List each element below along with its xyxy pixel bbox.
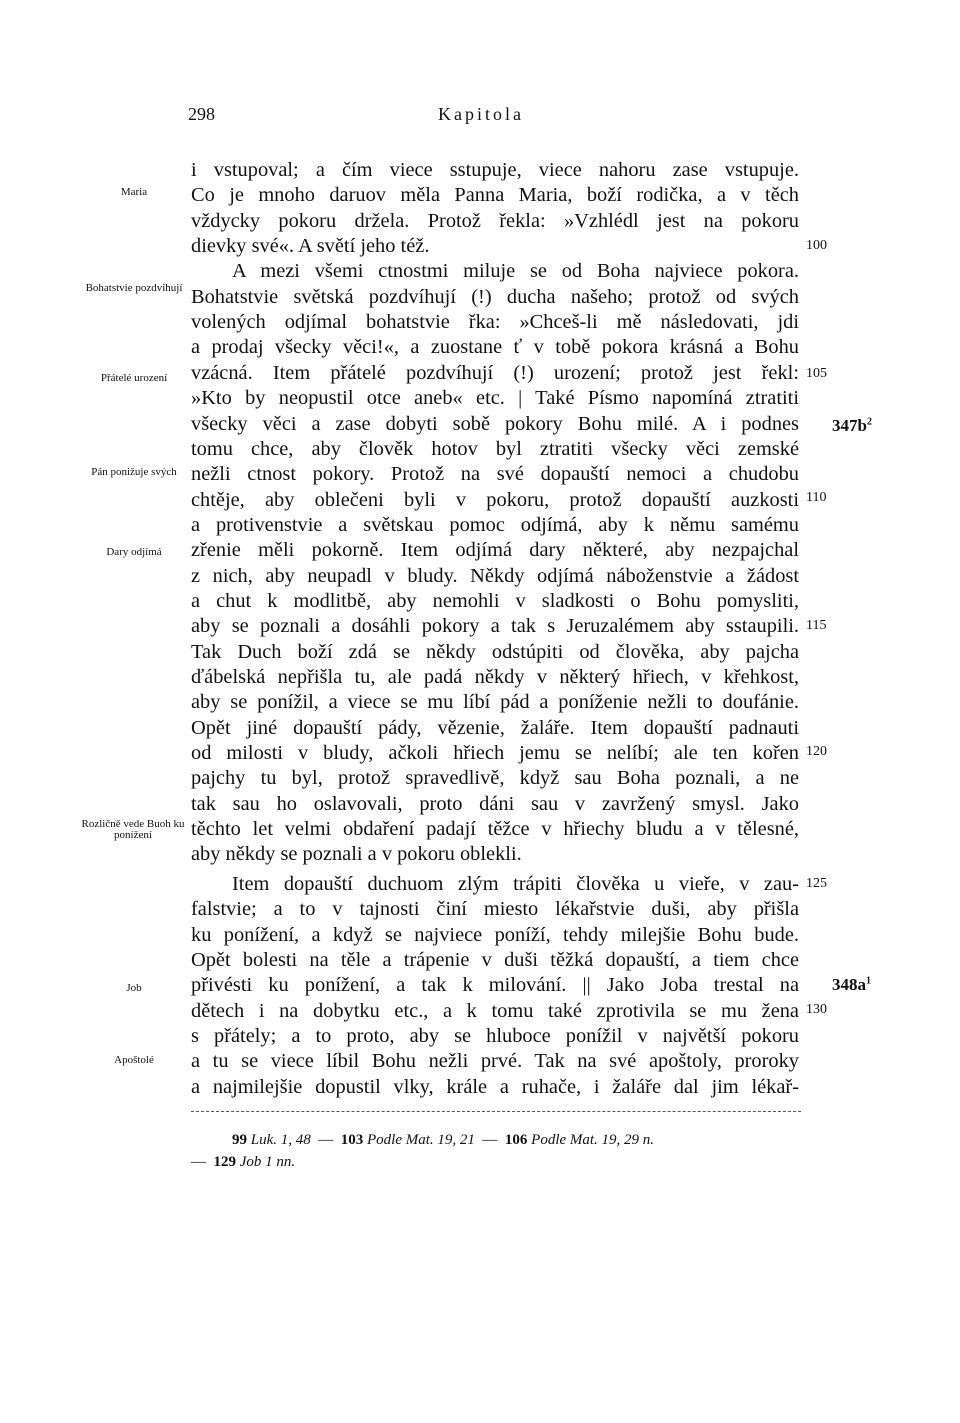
margin-note-dary: Dary odjímá [106,546,162,558]
text-line: vzácná. Item přátelé pozdvíhují (!) urození; protož jest řekl: [191,361,799,384]
line-number: 125 [806,876,827,891]
margin-note-pan: Pán ponižuje svých [91,466,177,478]
text-line: od milosti v bludy, ačkoli hřiech jemu se nelíbí; ale ten kořen [191,742,799,765]
text-line: A mezi všemi ctnostmi miluje se od Boha najviece pokora. [232,260,799,283]
text-line: pajchy tu byl, protož spravedlivě, když sau Boha poznali, a ne [191,767,799,790]
text-line: aby se poznali a dosáhli pokory a tak s Jeruzalémem aby sstaupili. [191,615,799,638]
line-number: 110 [806,490,827,505]
text-line: chtěje, aby oblečeni byli v pokoru, protož dopauští auzkosti [191,488,799,511]
line-number: 100 [806,238,827,253]
text-line: tak sau ho oslavovali, proto dáni sau v zavržený smysl. Jako [191,792,799,815]
text-line: dievky své«. A světí jeho též. [191,235,430,258]
text-line: a najmilejšie dopustil vlky, krále a ruhače, i žaláře dal jim lékař- [191,1075,799,1098]
text-line: a tu se viece líbil Bohu nežli prvé. Tak na své apoštoly, proroky [191,1050,799,1073]
text-line: z nich, aby neupadl v bludy. Někdy odjímá náboženstvie a žádost [191,564,799,587]
text-line: Tak Duch boží zdá se někdy odstúpiti od člověka, aby pajcha [191,640,799,663]
text-line: ku ponížení, a když se najviece poníží, tehdy milejšie Bohu bude. [191,923,799,946]
footnote-line: — 129 Job 1 nn. [191,1154,296,1170]
margin-note-job: Job [126,982,142,994]
margin-note-bohatstvie: Bohatstvie pozdvihují [85,282,183,294]
footnote-rule [191,1111,801,1112]
text-line: a protivenstvie a světskau pomoc odjímá, aby k němu samému [191,513,799,536]
text-line: Co je mnoho daruov měla Panna Maria, boží rodička, a v těch [191,184,799,207]
text-line: dětech i na dobytku etc., a k tomu také zprotivila se mu žena [191,999,799,1022]
text-line: aby někdy se poznali a v pokoru oblekli. [191,843,522,866]
text-line: Opět bolesti na těle a trápenie v duši těžká dopauští, a tiem chce [191,948,799,971]
text-line: a chut k modlitbě, aby nemohli v sladkosti o Bohu pomysliti, [191,589,799,612]
margin-note-rozlicne: Rozličně vede Buoh ku ponížení [81,818,185,841]
margin-note-maria: Maria [120,186,148,198]
folio-mark: $347b^2$ [832,416,872,435]
text-line: Item dopauští duchuom zlým trápiti člověka u vieře, v zau- [232,872,799,895]
text-line: volených odjímal bohatstvie řka: »Chceš-li mě následovati, jdi [191,311,799,334]
text-line: vždycky pokoru držela. Protož řekla: »Vzhlédl jest na pokoru [191,209,799,232]
margin-note-apostole: Apoštolé [114,1054,154,1066]
text-line: Bohatstvie světská pozdvíhují (!) ducha našeho; protož od svých [191,285,799,308]
text-line: ďábelská nepřišla tu, ale padá někdy v některý hřiech, v křehkost, [191,666,799,688]
margin-note-pratele: Přátelé urození [100,372,168,384]
running-title: Kapitola [438,104,524,124]
text-line: všecky věci a zase dobyti sobě pokory Bohu milé. A i podnes [191,412,799,435]
folio-mark: $348a^1$ [832,975,871,994]
page-number: 298 [188,104,215,124]
text-line: přivésti ku ponížení, a tak k milování. || Jako Joba trestal na [191,974,799,997]
footnote-line: 99 Luk. 1, 48 — 103 Podle Mat. 19, 21 — 106 Podle Mat. 19, 29 n. [232,1132,655,1148]
line-number: 105 [806,366,827,381]
line-number: 120 [806,744,827,759]
text-line: »Kto by neopustil otce aneb« etc. | Také Písmo napomíná ztratiti [191,387,799,410]
text-line: a prodaj všecky věci!«, a zuostane ť v tobě pokora krásná a Bohu [191,336,799,359]
line-number: 115 [806,618,827,633]
text-line: Opět jiné dopauští pády, vězenie, žaláře. Item dopauští padnauti [191,716,799,739]
text-line: zřenie měli pokorně. Item odjímá dary některé, aby nezpajchal [191,539,799,562]
text-line: aby se ponížil, a viece se mu líbí pád a poníženie nežli to doufánie. [191,691,799,714]
text-line: nežli ctnost pokory. Protož na své dopauští nemoci a chudobu [191,463,799,486]
line-number: 130 [806,1002,827,1017]
text-line: falstvie; a to v tajnosti činí miesto lékařstvie duši, aby přišla [191,898,799,921]
text-line: těchto let velmi obdaření padají těžce v hřiechy bludu a v tělesné, [191,818,799,841]
text-line: tomu chce, aby člověk hotov byl ztratiti všecky věci zemské [191,437,799,460]
text-line: s přátely; a to proto, aby se hluboce ponížil v najvětší pokoru [191,1024,799,1047]
text-line: i vstupoval; a čím viece sstupuje, viece nahoru zase vstupuje. [191,159,799,181]
